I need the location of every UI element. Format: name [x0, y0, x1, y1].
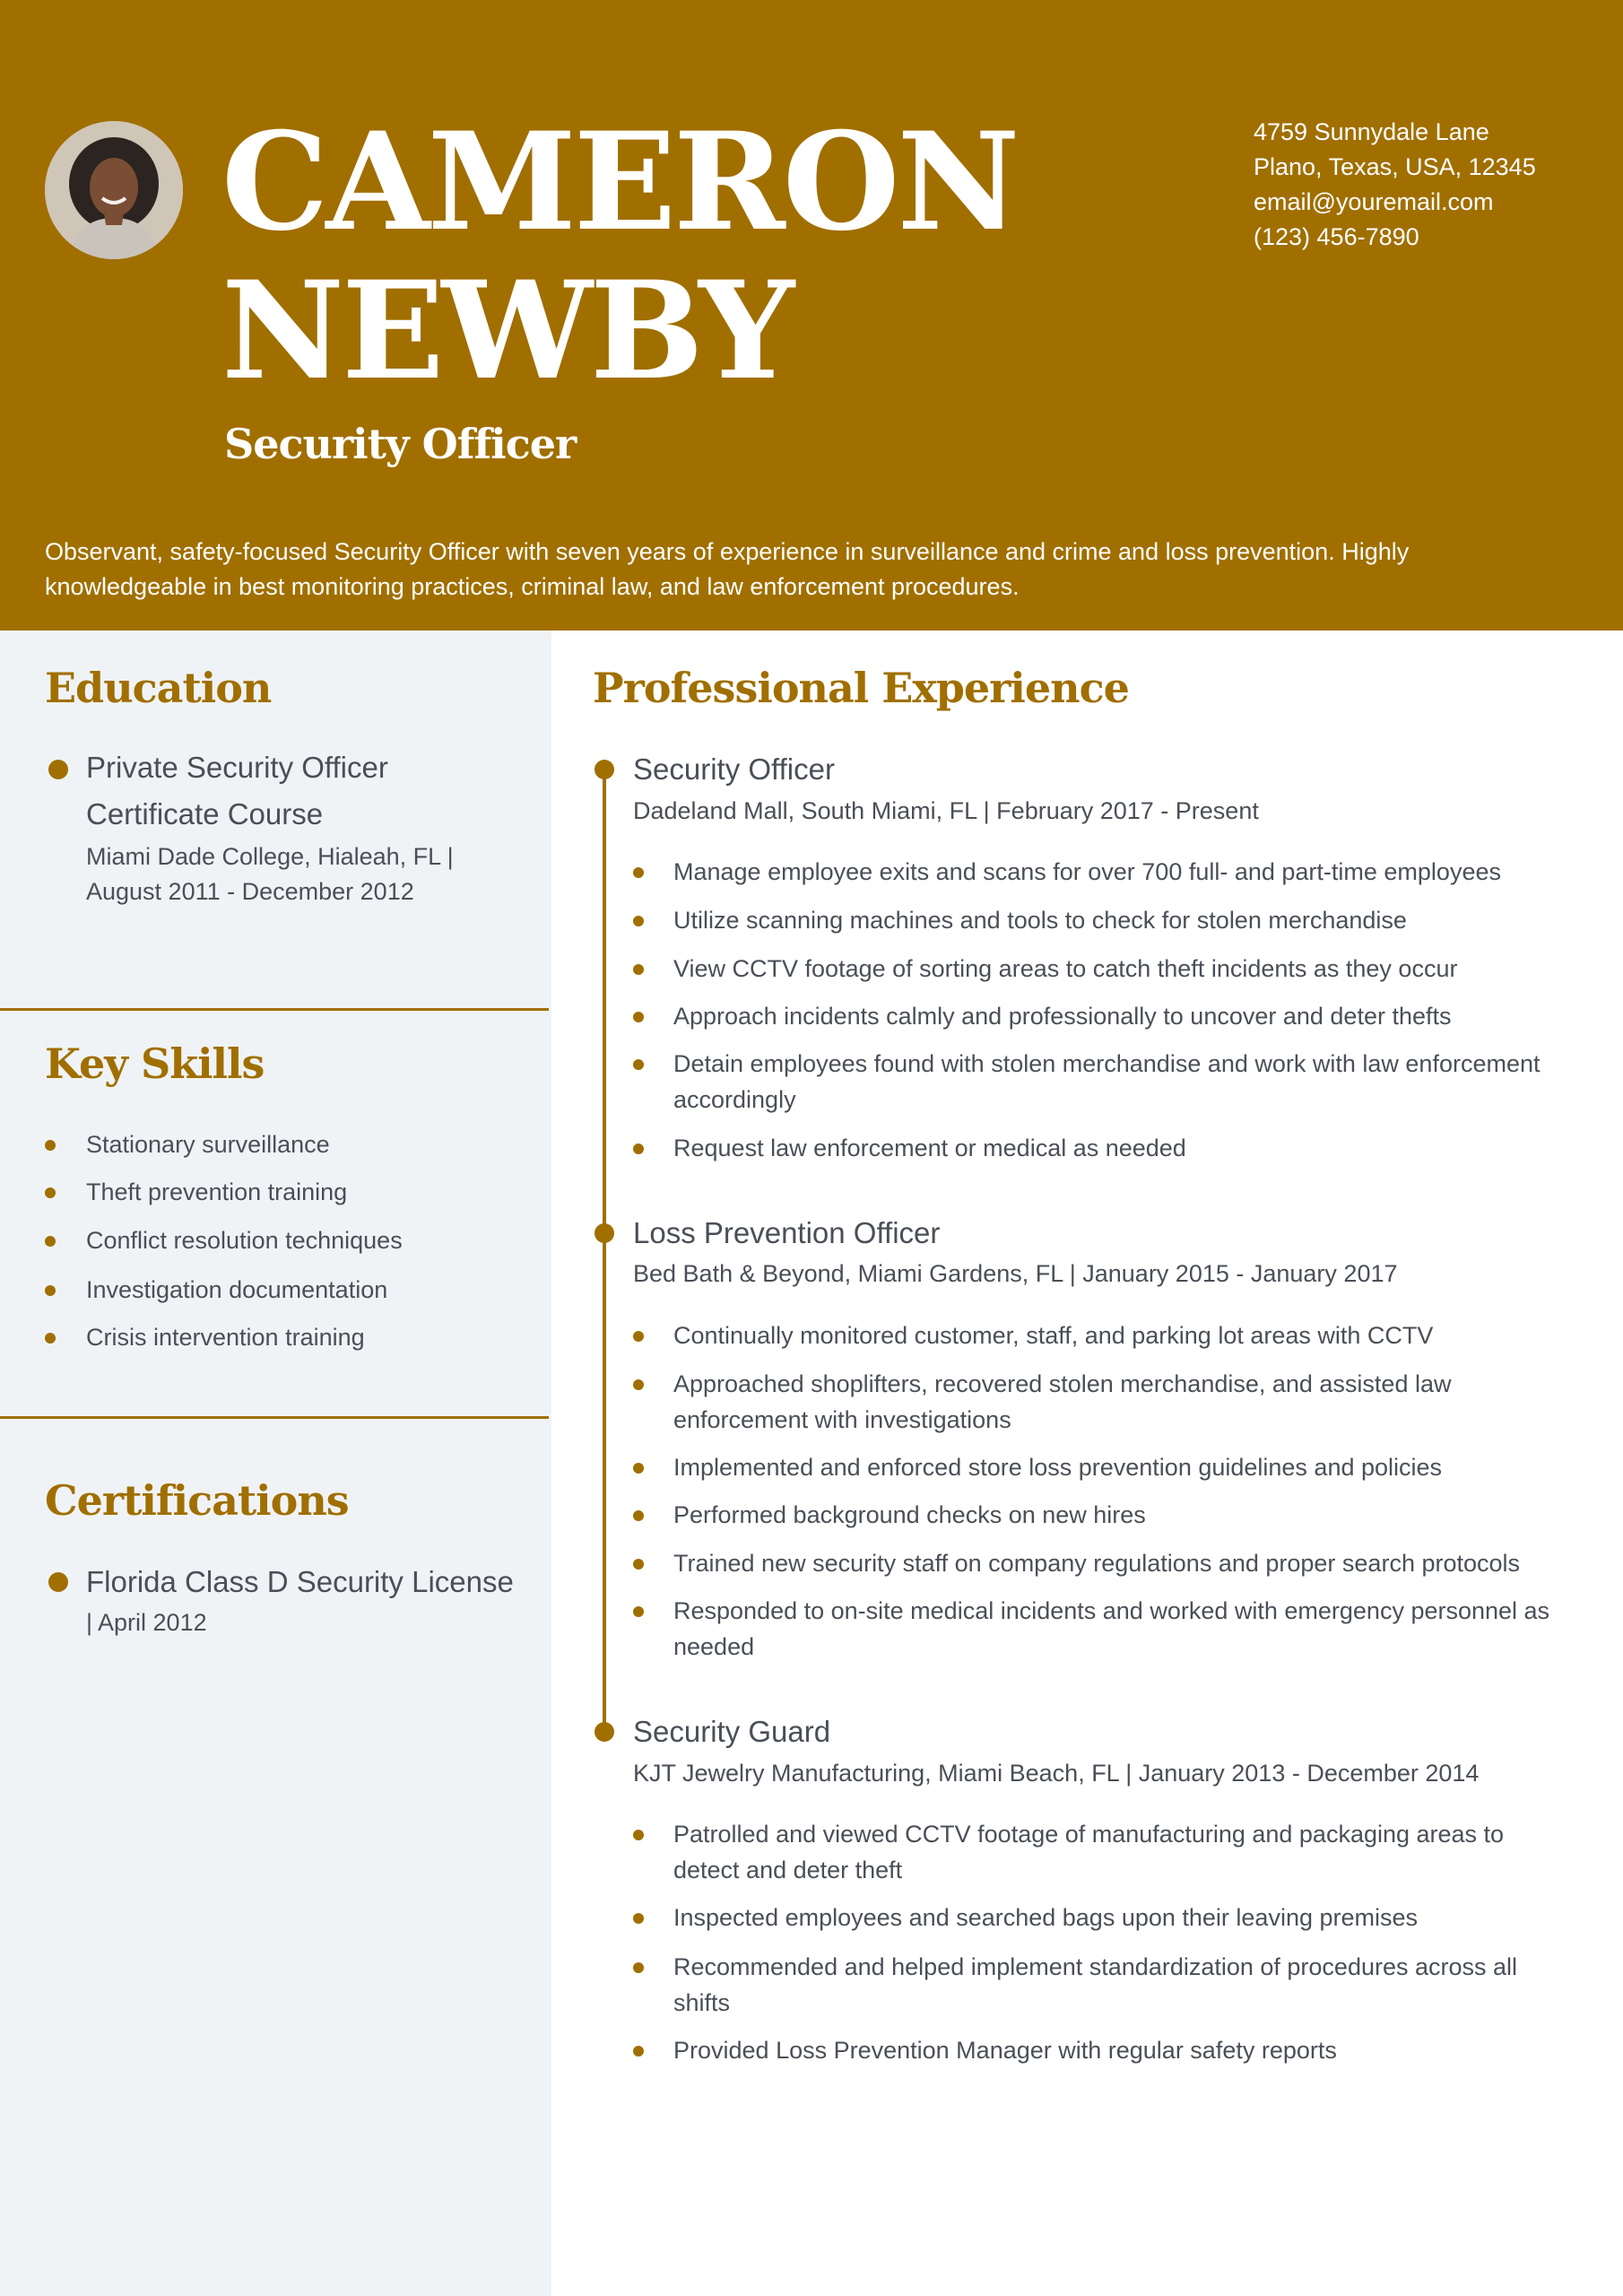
certification-bullet-icon: [48, 1572, 68, 1592]
skill-bullet-icon: [45, 1285, 56, 1296]
job-bullet: Detain employees found with stolen merchandise and work with law enforcement accordingly: [673, 1050, 1541, 1113]
job-role: Security Guard: [633, 1715, 831, 1748]
skill-bullet-icon: [45, 1333, 56, 1344]
name-first: CAMERON: [221, 103, 1018, 261]
skill-bullet-icon: [45, 1236, 56, 1247]
job-meta: KJT Jewelry Manufacturing, Miami Beach, FL | January 2013 - December 2014: [633, 1760, 1480, 1787]
job-bullet: Performed background checks on new hires: [673, 1501, 1146, 1528]
contact-city: Plano, Texas, USA, 12345: [1254, 153, 1536, 180]
job-bullet: Provided Loss Prevention Manager with regular safety reports: [673, 2037, 1337, 2064]
sidebar-divider: [0, 1416, 549, 1419]
skill-item: Conflict resolution techniques: [86, 1227, 403, 1254]
job-bullet: Patrolled and viewed CCTV footage of manufacturing and packaging areas to detect and deter theft: [673, 1821, 1505, 1883]
job-bullet: Responded to on-site medical incidents and worked with emergency personnel as needed: [673, 1597, 1550, 1660]
job-bullet: View CCTV footage of sorting areas to catch theft incidents as they occur: [673, 955, 1458, 982]
job-bullet: Utilize scanning machines and tools to check for stolen merchandise: [673, 907, 1407, 934]
experience-heading: Professional Experience: [593, 664, 1129, 712]
job-bullet: Request law enforcement or medical as needed: [673, 1135, 1186, 1161]
bullet-icon: [633, 1830, 644, 1840]
bullet-icon: [633, 1012, 644, 1022]
skill-bullet-icon: [45, 1187, 56, 1198]
job-bullet: Continually monitored customer, staff, and parking lot areas with CCTV: [673, 1322, 1434, 1349]
timeline-node-icon: [595, 1223, 614, 1243]
bullet-icon: [633, 2046, 644, 2057]
certification-name: Florida Class D Security License: [86, 1565, 514, 1598]
bullet-icon: [633, 1463, 644, 1474]
job-bullet: Manage employee exits and scans for over 700 full- and part-time employees: [673, 858, 1501, 885]
job-bullet: Implemented and enforced store loss prevention guidelines and policies: [673, 1454, 1443, 1481]
skill-item: Theft prevention training: [86, 1178, 348, 1205]
contact-block: [1254, 115, 1536, 255]
certification-date: | April 2012: [86, 1609, 207, 1636]
sidebar-divider: [0, 1008, 549, 1011]
bullet-icon: [633, 1913, 644, 1924]
bullet-icon: [633, 1606, 644, 1617]
bullet-icon: [633, 1059, 644, 1070]
job-meta: Dadeland Mall, South Miami, FL | February 2017 - Present: [633, 797, 1259, 824]
avatar: [45, 121, 183, 259]
bullet-icon: [633, 1510, 644, 1521]
job-meta: Bed Bath & Beyond, Miami Gardens, FL | January 2015 - January 2017: [633, 1260, 1398, 1287]
education-bullet-icon: [48, 760, 68, 779]
profile-photo-icon: [45, 121, 183, 259]
skill-item: Crisis intervention training: [86, 1324, 365, 1351]
job-role: Security Officer: [633, 752, 835, 786]
bullet-icon: [633, 1559, 644, 1570]
contact-address: 4759 Sunnydale Lane: [1254, 118, 1489, 145]
job-title: Security Officer: [224, 420, 577, 468]
skills-heading: Key Skills: [45, 1039, 265, 1088]
contact-email[interactable]: email@youremail.com: [1254, 188, 1494, 215]
resume-header: [0, 0, 1623, 631]
profile-summary: Observant, safety-focused Security Officer with seven years of experience in surveillance and crime and loss prevention. Highly knowledgeable in best monitoring practices, criminal law, and law enforcement procedures.: [45, 538, 1410, 600]
job-bullet: Approach incidents calmly and professionally to uncover and deter thefts: [673, 1003, 1452, 1030]
bullet-icon: [633, 1144, 644, 1154]
timeline-node-icon: [595, 760, 614, 779]
education-heading: Education: [45, 664, 272, 712]
job-bullet: Trained new security staff on company regulations and proper search protocols: [673, 1550, 1521, 1577]
bullet-icon: [633, 1331, 644, 1342]
education-meta: Miami Dade College, Hialeah, FL | August 2011 - December 2012: [86, 843, 454, 905]
skill-item: Stationary surveillance: [86, 1131, 330, 1158]
certifications-heading: Certifications: [45, 1476, 349, 1525]
bullet-icon: [633, 1379, 644, 1390]
timeline-node-icon: [595, 1722, 614, 1742]
job-bullet: Approached shoplifters, recovered stolen merchandise, and assisted law enforcement with investigations: [673, 1370, 1452, 1433]
experience-timeline: [603, 770, 606, 1731]
candidate-name: [221, 103, 1018, 410]
skill-bullet-icon: [45, 1140, 56, 1151]
bullet-icon: [633, 1962, 644, 1973]
job-bullet: Inspected employees and searched bags upon their leaving premises: [673, 1904, 1419, 1931]
education-degree: Private Security Officer Certificate Course: [86, 751, 388, 831]
bullet-icon: [633, 916, 644, 926]
bullet-icon: [633, 867, 644, 878]
bullet-icon: [633, 964, 644, 975]
job-bullet: Recommended and helped implement standardization of procedures across all shifts: [673, 1953, 1518, 2016]
skill-item: Investigation documentation: [86, 1276, 388, 1303]
job-role: Loss Prevention Officer: [633, 1216, 941, 1249]
name-last: NEWBY: [221, 252, 793, 410]
contact-phone: (123) 456-7890: [1254, 223, 1419, 250]
